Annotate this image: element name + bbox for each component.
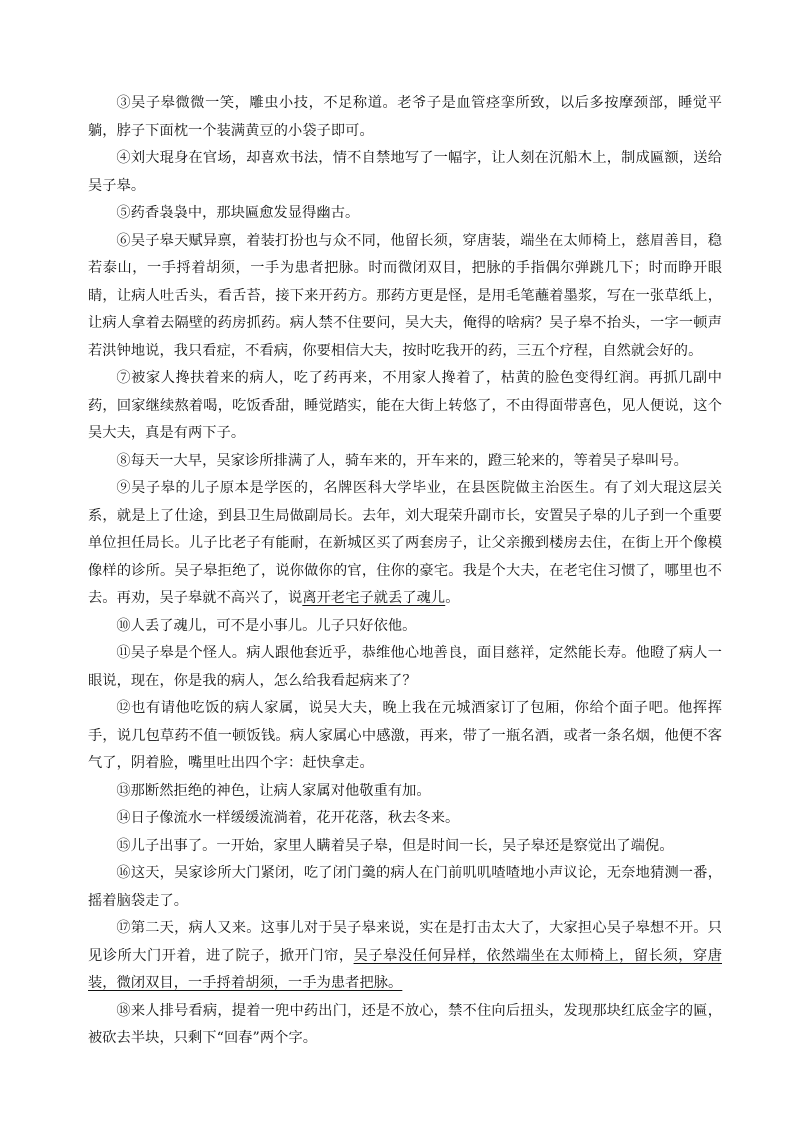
paragraph-text: ⑦被家人搀扶着来的病人，吃了药再来，不用家人搀着了，枯黄的脸色变得红润。再抓几副中药，回家继续熬着喝，吃饭香甜，睡觉踏实，能在大街上转悠了，不由得面带喜色，见人便说，这个吴大夫，真是有两下子。 [88,370,722,441]
paragraph-text: ⑭日子像流水一样缓缓流淌着，花开花落，秋去冬来。 [116,810,460,826]
paragraph-text: ⑥吴子皋天赋异禀，着装打扮也与众不同，他留长须，穿唐装，端坐在太师椅上，慈眉善目，稳若泰山，一手捋着胡须，一手为患者把脉。时而微闭双目，把脉的手指偶尔弹跳几下；时而睁开眼睛，让病人吐舌头，看舌苔，接下来开药方。那药方更是怪，是用毛笔蘸着墨浆，写在一张草纸上，让病人拿着去隔壁的药房抓药。病人禁不住要问，吴大夫，俺得的啥病？吴子皋不抬头，一字一顿声若洪钟地说，我只看症，不看病，你要相信大夫，按时吃我开的药，三五个疗程，自然就会好的。 [88,232,722,359]
paragraph-text: ⑧每天一大早，吴家诊所排满了人，骑车来的，开车来的，蹬三轮来的，等着吴子皋叫号。 [116,452,688,469]
paragraph-text: ⑱来人排号看病，提着一兜中药出门，还是不放心，禁不住向后扭头，发现那块红底金字的匾，被砍去半块，只剩下“回春”两个字。 [88,1002,722,1046]
paragraph [88,365,722,448]
paragraph [88,695,722,778]
paragraph [88,228,722,366]
paragraph [88,805,722,833]
paragraph-text: ⑬那断然拒绝的神色，让病人家属对他敬重有加。 [116,782,431,799]
paragraph [88,475,722,613]
paragraph [88,998,722,1053]
paragraph-text: ⑩人丢了魂儿，可不是小事儿。儿子只好依他。 [116,617,417,634]
underlined-text: 吴子皋没任何异样，依然端坐在太师椅上，留长须，穿唐装，微闭双目，一手捋着胡须，一手为患者把脉。 [88,947,722,991]
paragraph [88,833,722,861]
paragraph [88,613,722,641]
paragraph-text: ⑮儿子出事了。一开始，家里人瞒着吴子皋，但是时间一长，吴子皋还是察觉出了端倪。 [116,837,674,854]
paragraph [88,640,722,695]
paragraph [88,90,722,145]
paragraph-text: ③吴子皋微微一笑，雕虫小技，不足称道。老爷子是血管痉挛所致，以后多按摩颈部，睡觉平躺，脖子下面枕一个装满黄豆的小袋子即可。 [88,95,722,139]
paragraph-text: ④刘大琨身在官场，却喜欢书法，情不自禁地写了一幅字，让人刻在沉船木上，制成匾额，送给吴子皋。 [88,150,722,194]
article-body [88,90,722,1053]
paragraph-text: ⑨吴子皋的儿子原本是学医的，名牌医科大学毕业，在县医院做主治医生。有了刘大琨这层关系，就是上了仕途，到县卫生局做副局长。去年，刘大琨荣升副市长，安置吴子皋的儿子到一个重要单位担任局长。儿子比老子有能耐，在新城区买了两套房子，让父亲搬到楼房去住，在街上开个像模像样的诊所。吴子皋拒绝了，说你做你的官，住你的豪宅。我是个大夫，在老宅住习惯了，哪里也不去。再劝，吴子皋就不高兴了，说 [88,480,722,606]
paragraph [88,448,722,476]
paragraph [88,860,722,915]
underlined-text: 离开老宅子就丢了魂儿 [302,590,446,606]
paragraph [88,778,722,806]
paragraph-text: ⑤药香袅袅中，那块匾愈发显得幽古。 [116,205,360,221]
paragraph [88,145,722,200]
paragraph-text: ⑯这天，吴家诊所大门紧闭，吃了闭门羹的病人在门前叽叽喳喳地小声议论，无奈地猜测一番，摇着脑袋走了。 [88,865,722,909]
paragraph-text: ⑰第二天，病人又来。这事儿对于吴子皋来说，实在是打击太大了，大家担心吴子皋想不开。只见诊所大门开着，进了院子，掀开门帘， [88,920,722,964]
paragraph [88,200,722,228]
paragraph-text: 。 [445,590,460,606]
paragraph-text: ⑫也有请他吃饭的病人家属，说吴大夫，晚上我在元城酒家订了包厢，你给个面子吧。他挥挥手，说几包草药不值一顿饭钱。病人家属心中感激，再来，带了一瓶名酒，或者一条名烟，他便不客气了，阴着脸，嘴里吐出四个字：赶快拿走。 [88,700,722,771]
paragraph-text: ⑪吴子皋是个怪人。病人跟他套近乎，恭维他心地善良，面目慈祥，定然能长寿。他瞪了病人一眼说，现在，你是我的病人，怎么给我看起病来了？ [88,645,722,689]
paragraph [88,915,722,998]
